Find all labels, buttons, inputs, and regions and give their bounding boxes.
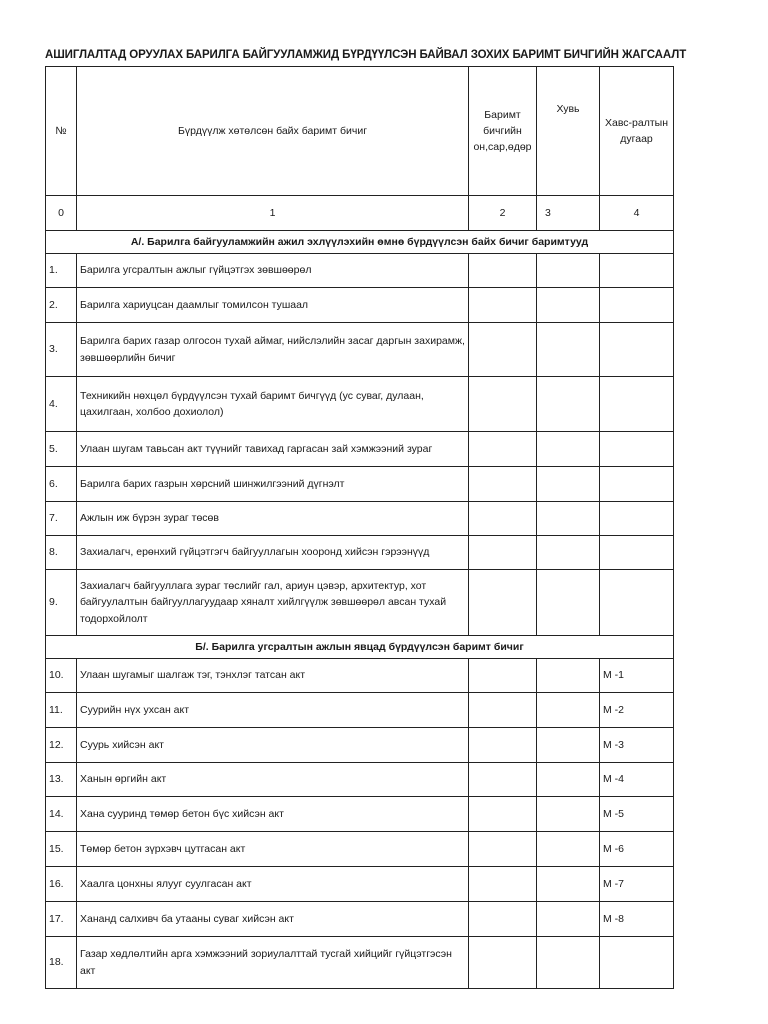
table-row — [46, 659, 674, 693]
table-row — [46, 763, 674, 797]
column-number-1: 1 — [77, 196, 469, 231]
row-number: 7. — [46, 502, 77, 536]
row-attachment: М -1 — [600, 659, 674, 693]
row-number: 5. — [46, 432, 77, 467]
row-copy — [537, 254, 600, 288]
row-copy — [537, 570, 600, 636]
row-copy — [537, 659, 600, 693]
table-row — [46, 832, 674, 867]
row-number: 2. — [46, 288, 77, 323]
row-document: Барилга барих газрын хөрсний шинжилгээний дүгнэлт — [77, 467, 469, 502]
row-copy — [537, 536, 600, 570]
row-attachment: М -7 — [600, 867, 674, 902]
table-body — [46, 67, 674, 989]
table-row — [46, 377, 674, 432]
row-date — [469, 288, 537, 323]
row-copy — [537, 763, 600, 797]
row-date — [469, 693, 537, 728]
row-number: 6. — [46, 467, 77, 502]
row-copy — [537, 728, 600, 763]
row-date — [469, 763, 537, 797]
row-copy — [537, 467, 600, 502]
row-document: Барилга хариуцсан даамлыг томилсон тушаал — [77, 288, 469, 323]
row-document: Барилга барих газар олгосон тухай аймаг, нийслэлийн засаг даргын захирамж, зөвшөөрлийн бичиг — [77, 323, 469, 377]
row-attachment — [600, 377, 674, 432]
row-number: 15. — [46, 832, 77, 867]
row-document: Ханын өргийн акт — [77, 763, 469, 797]
row-attachment — [600, 288, 674, 323]
table-row — [46, 432, 674, 467]
row-document: Хана сууринд төмөр бетон бүс хийсэн акт — [77, 797, 469, 832]
row-number: 8. — [46, 536, 77, 570]
row-document: Захиалагч, ерөнхий гүйцэтгэгч байгууллагын хооронд хийсэн гэрээнүүд — [77, 536, 469, 570]
row-copy — [537, 867, 600, 902]
row-attachment — [600, 570, 674, 636]
row-document: Улаан шугам тавьсан акт түүнийг тавихад гаргасан зай хэмжээний зураг — [77, 432, 469, 467]
row-date — [469, 254, 537, 288]
table-row — [46, 323, 674, 377]
row-document: Суурийн нүх ухсан акт — [77, 693, 469, 728]
table-row — [46, 254, 674, 288]
header-date: Баримт бичгийн он,сар,өдөр — [469, 67, 537, 196]
row-document: Төмөр бетон зүрхэвч цутгасан акт — [77, 832, 469, 867]
table-row — [46, 502, 674, 536]
row-document: Барилга угсралтын ажлыг гүйцэтгэх зөвшөөрөл — [77, 254, 469, 288]
row-number: 9. — [46, 570, 77, 636]
row-attachment — [600, 323, 674, 377]
row-document: Ажлын иж бүрэн зураг төсөв — [77, 502, 469, 536]
row-copy — [537, 937, 600, 989]
row-attachment — [600, 254, 674, 288]
row-copy — [537, 377, 600, 432]
row-date — [469, 867, 537, 902]
row-document: Хаалга цонхны ялууг суулгасан акт — [77, 867, 469, 902]
table-row — [46, 570, 674, 636]
row-date — [469, 570, 537, 636]
row-document: Газар хөдлөлтийн арга хэмжээний зориулалттай тусгай хийцийг гүйцэтгэсэн акт — [77, 937, 469, 989]
row-attachment: М -3 — [600, 728, 674, 763]
row-number: 14. — [46, 797, 77, 832]
row-date — [469, 323, 537, 377]
row-number: 3. — [46, 323, 77, 377]
column-number-4: 4 — [600, 196, 674, 231]
row-attachment: М -4 — [600, 763, 674, 797]
header-attachment: Хавс-ралтын дугаар — [600, 67, 674, 196]
row-attachment: М -6 — [600, 832, 674, 867]
column-number-row — [46, 196, 674, 231]
row-attachment — [600, 937, 674, 989]
row-number: 11. — [46, 693, 77, 728]
row-date — [469, 377, 537, 432]
row-number: 1. — [46, 254, 77, 288]
header-document: Бүрдүүлж хөтөлсөн байх баримт бичиг — [77, 67, 469, 196]
row-document: Суурь хийсэн акт — [77, 728, 469, 763]
row-number: 10. — [46, 659, 77, 693]
row-date — [469, 502, 537, 536]
table-row — [46, 902, 674, 937]
table-row — [46, 693, 674, 728]
row-number: 13. — [46, 763, 77, 797]
row-copy — [537, 323, 600, 377]
row-number: 17. — [46, 902, 77, 937]
section-row — [46, 231, 674, 254]
header-row — [46, 67, 674, 196]
row-document: Захиалагч байгууллага зураг төслийг гал, ариун цэвэр, архитектур, хот байгуулалтын байгууллагуудаар хяналт хийлгүүлж зөвшөөрөл авсан тухай тодорхойлолт — [77, 570, 469, 636]
row-copy — [537, 693, 600, 728]
section-title: А/. Барилга байгууламжийн ажил эхлүүлэхийн өмнө бүрдүүлсэн байх бичиг баримтууд — [46, 231, 674, 254]
row-document: Техникийн нөхцөл бүрдүүлсэн тухай баримт бичгүүд (ус суваг, дулаан, цахилгаан, холбоо дохиолол) — [77, 377, 469, 432]
table-row — [46, 937, 674, 989]
row-copy — [537, 797, 600, 832]
row-date — [469, 902, 537, 937]
row-copy — [537, 832, 600, 867]
document-checklist-table — [45, 66, 674, 989]
row-date — [469, 659, 537, 693]
row-attachment — [600, 502, 674, 536]
section-row — [46, 636, 674, 659]
row-attachment: М -5 — [600, 797, 674, 832]
row-copy — [537, 432, 600, 467]
row-number: 16. — [46, 867, 77, 902]
row-document: Улаан шугамыг шалгаж тэг, тэнхлэг татсан акт — [77, 659, 469, 693]
row-attachment: М -2 — [600, 693, 674, 728]
table-row — [46, 288, 674, 323]
column-number-2: 2 — [469, 196, 537, 231]
column-number-0: 0 — [46, 196, 77, 231]
row-number: 12. — [46, 728, 77, 763]
row-number: 18. — [46, 937, 77, 989]
table-row — [46, 797, 674, 832]
table-row — [46, 867, 674, 902]
row-copy — [537, 288, 600, 323]
row-copy — [537, 502, 600, 536]
row-copy — [537, 902, 600, 937]
row-date — [469, 536, 537, 570]
row-date — [469, 728, 537, 763]
row-date — [469, 797, 537, 832]
row-date — [469, 432, 537, 467]
section-title: Б/. Барилга угсралтын ажлын явцад бүрдүүлсэн баримт бичиг — [46, 636, 674, 659]
table-row — [46, 467, 674, 502]
row-date — [469, 937, 537, 989]
document-title: АШИГЛАЛТАД ОРУУЛАХ БАРИЛГА БАЙГУУЛАМЖИД БҮРДҮҮЛСЭН БАЙВАЛ ЗОХИХ БАРИМТ БИЧГИЙН ЖАГСААЛТ — [45, 49, 687, 61]
row-number: 4. — [46, 377, 77, 432]
table-row — [46, 728, 674, 763]
table-row — [46, 536, 674, 570]
row-attachment — [600, 467, 674, 502]
row-attachment: М -8 — [600, 902, 674, 937]
column-number-3: 3 — [537, 196, 600, 231]
row-document: Хананд салхивч ба утааны суваг хийсэн акт — [77, 902, 469, 937]
row-attachment — [600, 432, 674, 467]
header-number: № — [46, 67, 77, 196]
row-attachment — [600, 536, 674, 570]
header-copy: Хувь — [537, 67, 600, 196]
row-date — [469, 467, 537, 502]
row-date — [469, 832, 537, 867]
